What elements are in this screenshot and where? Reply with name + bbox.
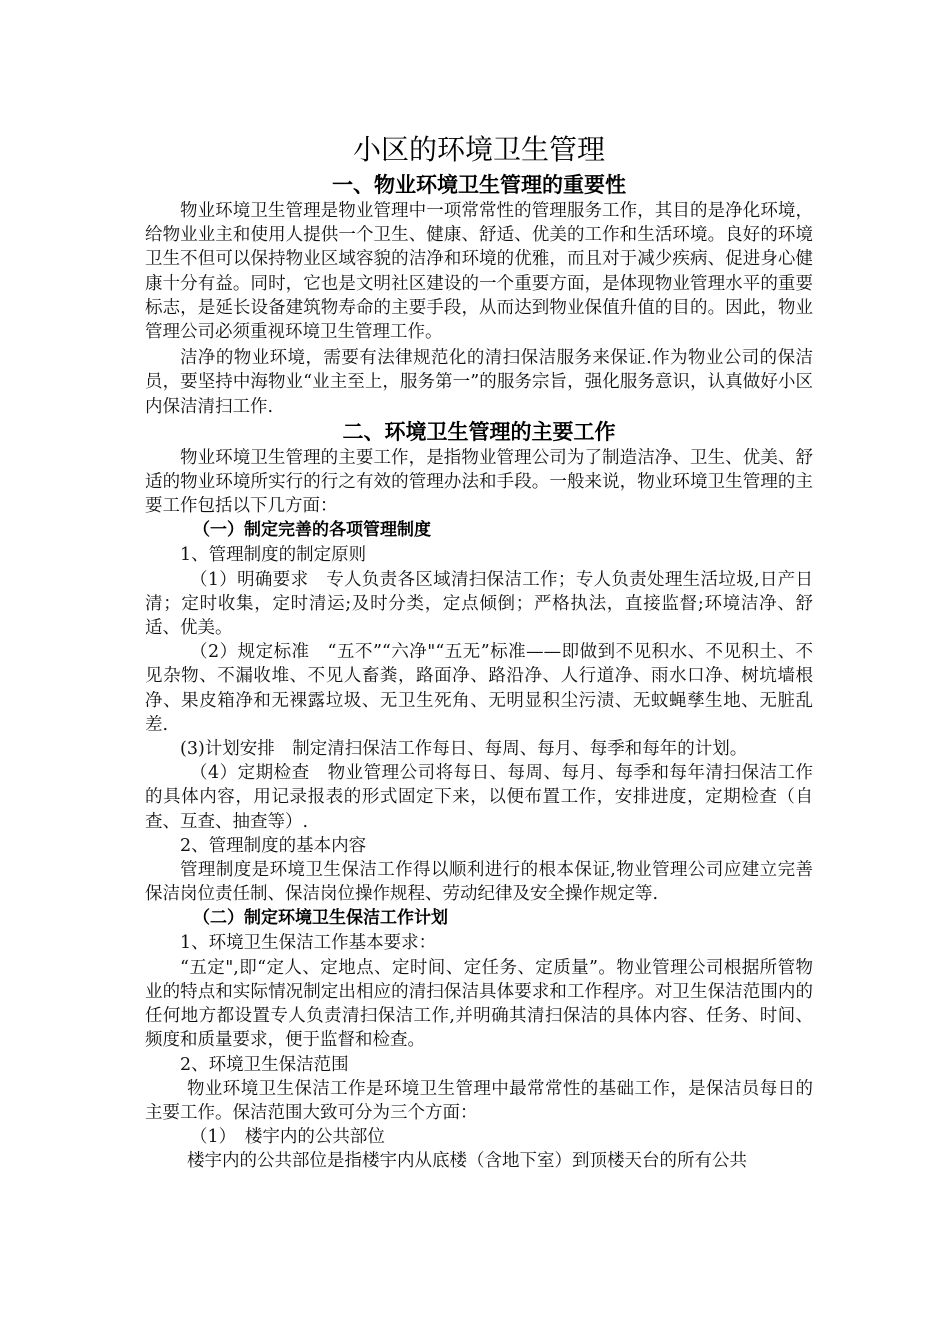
section-2-heading: 二、环境卫生管理的主要工作: [342, 419, 616, 444]
document-body: [145, 128, 813, 1174]
subsection-2-paragraph-2: 物业环境卫生保洁工作是环境卫生管理中最常常性的基础工作，是保洁员每日的主要工作。保洁范围大致可分为三个方面：: [145, 1078, 813, 1123]
subsection-1-item-1-title: 1、管理制度的制定原则: [180, 545, 367, 566]
subsection-1-paragraph-3: (3)计划安排 制定清扫保洁工作每日、每周、每月、每季和每年的计划。: [180, 739, 748, 760]
document-title: 小区的环境卫生管理: [352, 133, 605, 166]
subsection-2-item-3-title: （1） 楼宇内的公共部位: [190, 1127, 385, 1148]
subsection-1-item-2-title: 2、管理制度的基本内容: [180, 835, 367, 856]
subsection-1-paragraph-1: （1）明确要求 专人负责各区域清扫保洁工作；专人负责处理生活垃圾,日产日清；定时收集，定时清运;及时分类，定点倾倒；严格执法，直接监督;环境洁净、舒适、优美。: [145, 569, 813, 639]
subsection-2-item-1-title: 1、环境卫生保洁工作基本要求：: [180, 933, 437, 954]
section-2-intro: 物业环境卫生管理的主要工作，是指物业管理公司为了制造洁净、卫生、优美、舒适的物业环境所实行的行之有效的管理办法和手段。一般来说，物业环境卫生管理的主要工作包括以下几方面：: [145, 447, 813, 517]
subsection-2-paragraph-1: “五定",即“定人、定地点、定时间、定任务、定质量”。物业管理公司根据所管物业的特点和实际情况制定出相应的清扫保洁具体要求和工作程序。对卫生保洁范围内的任何地方都设置专人负责清扫保洁工作,并明确其清扫保洁的具体内容、任务、时间、频度和质量要求，便于监督和检查。: [145, 957, 813, 1051]
subsection-1-heading: （一）制定完善的各项管理制度: [193, 520, 431, 541]
subsection-2-item-2-title: 2、环境卫生保洁范围: [180, 1054, 349, 1075]
section-1-paragraph-2: 洁净的物业环境，需要有法律规范化的清扫保洁服务来保证.作为物业公司的保洁员，要坚持中海物业“业主至上，服务第一”的服务宗旨，强化服务意识，认真做好小区内保洁清扫工作.: [145, 348, 813, 417]
section-1-paragraph-1: 物业环境卫生管理是物业管理中一项常常性的管理服务工作，其目的是净化环境，给物业业主和使用人提供一个卫生、健康、舒适、优美的工作和生活环境。良好的环境卫生不但可以保持物业区域容貌的洁净和环境的优雅，而且对于减少疾病、促进身心健康十分有益。同时，它也是文明社区建设的一个重要方面，是体现物业管理水平的重要标志，是延长设备建筑物寿命的主要手段，从而达到物业保值升值的目的。因此，物业管理公司必须重视环境卫生管理工作。: [145, 201, 813, 343]
subsection-2-paragraph-3: 楼宇内的公共部位是指楼宇内从底楼（含地下室）到顶楼天台的所有公共: [187, 1151, 747, 1172]
subsection-1-paragraph-2: （2）规定标准 “五不”“六净"“五无”标准——即做到不见积水、不见积土、不见杂物、不漏收堆、不见人畜粪，路面净、路沿净、人行道净、雨水口净、树坑墙根净、果皮箱净和无裸露垃圾、无卫生死角、无明显积尘污渍、无蚊蝇孳生地、无脏乱差.: [145, 642, 813, 735]
subsection-1-paragraph-5: 管理制度是环境卫生保洁工作得以顺利进行的根本保证,物业管理公司应建立完善保洁岗位责任制、保洁岗位操作规程、劳动纪律及安全操作规定等.: [145, 860, 813, 905]
section-1-heading: 一、物业环境卫生管理的重要性: [332, 173, 626, 197]
subsection-1-paragraph-4: （4）定期检查 物业管理公司将每日、每周、每月、每季和每年清扫保洁工作的具体内容，用记录报表的形式固定下来，以便布置工作，安排进度，定期检查（自查、互查、抽查等）.: [145, 763, 813, 832]
subsection-2-heading: （二）制定环境卫生保洁工作计划: [193, 908, 448, 929]
